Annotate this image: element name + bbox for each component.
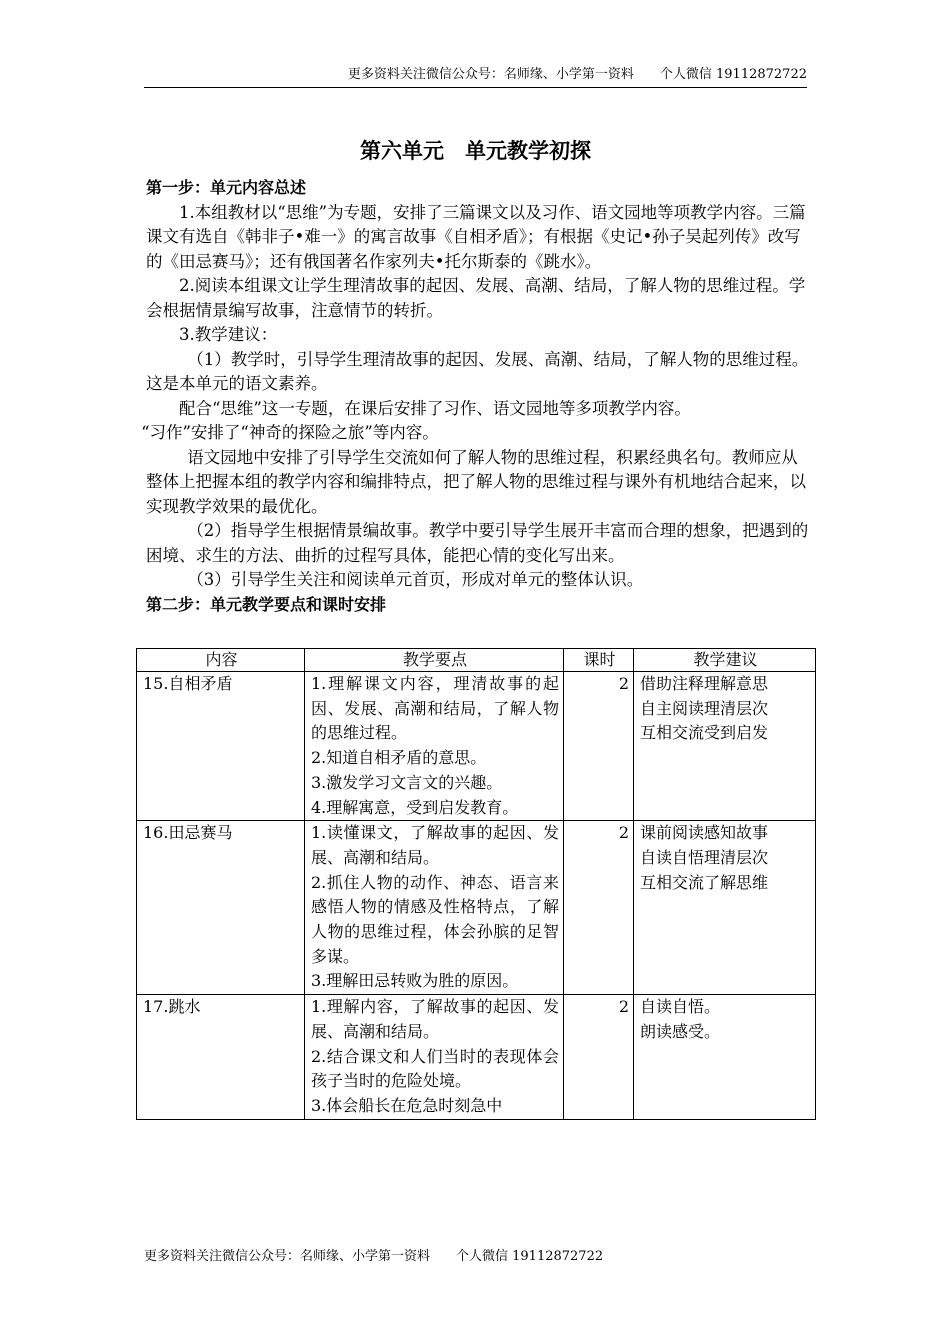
column-header: 内容 — [137, 649, 305, 672]
teaching-points — [305, 672, 564, 821]
class-hours: 2 — [564, 995, 634, 1120]
teaching-point: 3.理解田忌转败为胜的原因。 — [311, 971, 519, 991]
lesson-title: 16.田忌赛马 — [137, 821, 305, 995]
teaching-point: 1.读懂课文，了解故事的起因、发展、高潮和结局。 — [311, 823, 559, 867]
table-header-row — [137, 649, 816, 672]
suggestion: 互相交流了解思维 — [640, 872, 769, 892]
teaching-point: 4.理解寓意，受到启发教育。 — [311, 797, 519, 817]
teaching-suggestions — [634, 821, 816, 995]
paragraph: （1）教学时，引导学生理清故事的起因、发展、高潮、结局，了解人物的思维过程。这是本单元的语文素养。 — [146, 349, 809, 393]
teaching-point: 3.体会船长在危急时刻急中 — [311, 1095, 503, 1115]
page-header: 更多资料关注微信公众号：名师缘、小学第一资料 个人微信 19112872722 — [347, 67, 807, 82]
suggestion: 朗读感受。 — [640, 1021, 721, 1041]
table-row — [137, 672, 816, 821]
paragraph: 配合“思维”这一专题，在课后安排了习作、语文园地等多项教学内容。 — [179, 398, 691, 418]
paragraph: 3.教学建议： — [179, 325, 278, 344]
teaching-suggestions — [634, 995, 816, 1120]
suggestion: 借助注释理解意思 — [640, 674, 769, 693]
header-rule — [144, 87, 807, 88]
paragraph: “习作”安排了“神奇的探险之旅”等内容。 — [141, 423, 439, 442]
paragraph: （2）指导学生根据情景编故事。教学中要引导学生展开丰富而合理的想象，把遇到的困境、求生的方法、曲折的过程写具体，能把心情的变化写出来。 — [146, 521, 809, 565]
step1-heading: 第一步：单元内容总述 — [146, 178, 307, 197]
paragraph: 1.本组教材以“思维”为专题，安排了三篇课文以及习作、语文园地等项教学内容。三篇课文有选自《韩非子•难一》的寓言故事《自相矛盾》；有根据《史记•孙子吴起列传》改写的《田忌赛马》；还有俄国著名作家列夫•托尔斯泰的《跳水》。 — [146, 202, 806, 271]
class-hours: 2 — [564, 672, 634, 821]
paragraph: 2.阅读本组课文让学生理清故事的起因、发展、高潮、结局，了解人物的思维过程。学会根据情景编写故事，注意情节的转折。 — [146, 276, 806, 320]
suggestion: 自主阅读理清层次 — [640, 698, 769, 718]
lesson-title: 15.自相矛盾 — [137, 672, 305, 821]
teaching-suggestions — [634, 672, 816, 821]
teaching-point: 3.激发学习文言文的兴趣。 — [311, 772, 503, 792]
teaching-points — [305, 995, 564, 1120]
teaching-points — [305, 821, 564, 995]
teaching-point: 1.理解内容，了解故事的起因、发展、高潮和结局。 — [311, 997, 559, 1041]
lesson-title: 17.跳水 — [137, 995, 305, 1120]
column-header: 课时 — [564, 649, 634, 672]
teaching-point: 2.知道自相矛盾的意思。 — [311, 748, 487, 768]
suggestion: 自读自悟。 — [640, 997, 721, 1017]
column-header: 教学要点 — [305, 649, 564, 672]
paragraph: 语文园地中安排了引导学生交流如何了解人物的思维过程，积累经典名句。教师应从整体上把握本组的教学内容和编排特点，把了解人物的思维过程与课外有机地结合起来，以实现教学效果的最优化。 — [146, 447, 806, 516]
page-title: 第六单元 单元教学初探 — [360, 139, 591, 163]
column-header: 教学建议 — [634, 649, 816, 672]
table-row — [137, 995, 816, 1120]
table-row — [137, 821, 816, 995]
teaching-point: 1.理解课文内容，理清故事的起因、发展、高潮和结局，了解人物的思维过程。 — [311, 674, 559, 743]
suggestion: 自读自悟理清层次 — [640, 847, 769, 867]
suggestion: 课前阅读感知故事 — [640, 823, 769, 843]
paragraph: （3）引导学生关注和阅读单元首页，形成对单元的整体认识。 — [187, 570, 644, 589]
document-body — [141, 176, 814, 617]
class-hours: 2 — [564, 821, 634, 995]
step2-heading: 第二步：单元教学要点和课时安排 — [146, 594, 387, 614]
page-footer: 更多资料关注微信公众号：名师缘、小学第一资料 个人微信 19112872722 — [144, 1249, 604, 1264]
lesson-plan-table — [136, 648, 816, 1120]
suggestion: 互相交流受到启发 — [640, 723, 769, 743]
teaching-point: 2.结合课文和人们当时的表现体会孩子当时的危险处境。 — [311, 1046, 559, 1091]
teaching-point: 2.抓住人物的动作、神态、语言来感悟人物的情感及性格特点，了解人物的思维过程，体会孙膑的足智多谋。 — [311, 872, 559, 966]
